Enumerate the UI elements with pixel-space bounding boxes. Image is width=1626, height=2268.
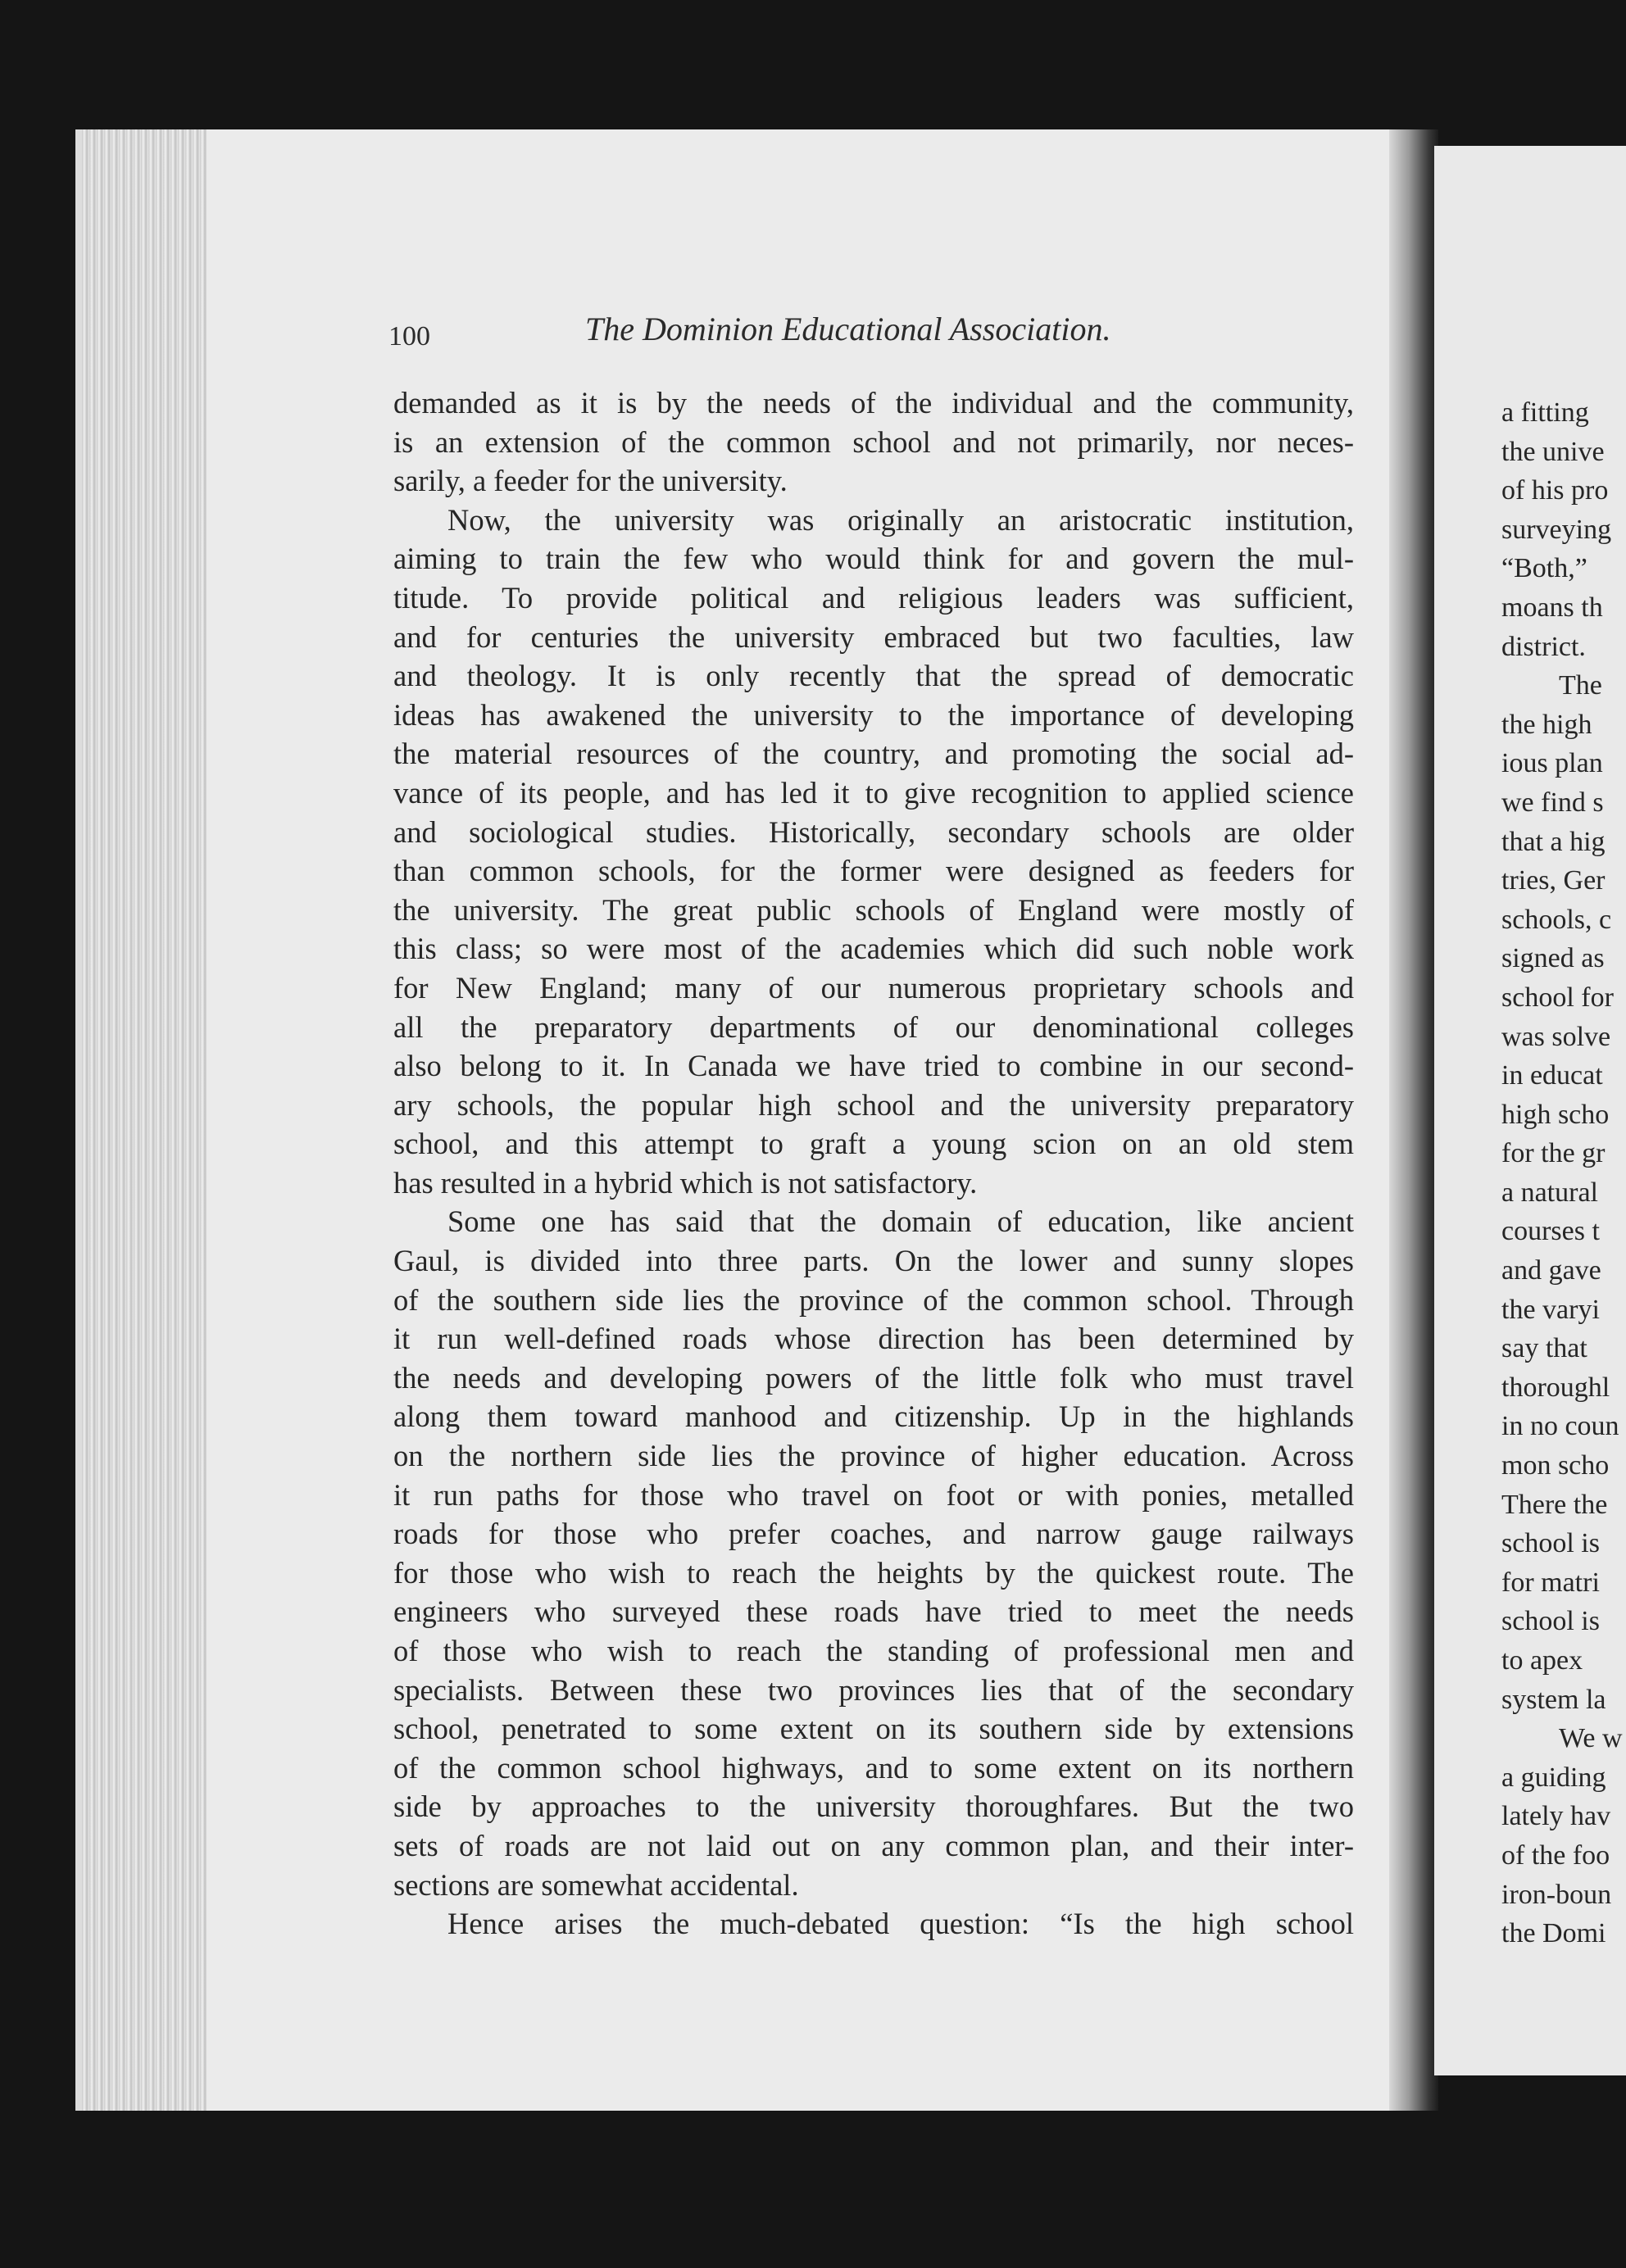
facing-text-line: the Domi <box>1501 1918 1606 1949</box>
text-line: also belong to it. In Canada we have tried to combine in our second- <box>393 1049 1354 1083</box>
text-line: it run well-defined roads whose direction has been determined by <box>393 1322 1354 1356</box>
body-text <box>393 383 1354 1944</box>
facing-text-line: moans th <box>1501 592 1603 623</box>
facing-text-line: high scho <box>1501 1099 1610 1130</box>
text-line: than common schools, for the former were designed as feeders for <box>393 854 1354 888</box>
facing-text-line: school is <box>1501 1528 1600 1559</box>
facing-text-line: a natural <box>1501 1177 1598 1208</box>
text-line: Now, the university was originally an aristocratic institution, <box>447 502 1354 537</box>
facing-text-line: we find s <box>1501 787 1604 818</box>
text-line: aiming to train the few who would think for and govern the mul- <box>393 542 1354 576</box>
facing-text-line: say that <box>1501 1333 1587 1364</box>
text-line: sets of roads are not laid out on any common plan, and their inter- <box>393 1828 1354 1862</box>
facing-text-line: of the foo <box>1501 1839 1610 1871</box>
text-line: of the southern side lies the province of the common school. Through <box>393 1282 1354 1317</box>
text-line: Some one has said that the domain of education, like ancient <box>447 1204 1354 1239</box>
facing-text-line: in no coun <box>1501 1411 1619 1442</box>
text-line: of those who wish to reach the standing of professional men and <box>393 1634 1354 1667</box>
text-line: sarily, a feeder for the university. <box>393 464 788 498</box>
text-line: vance of its people, and has led it to give recognition to applied science <box>393 775 1354 810</box>
text-line: has resulted in a hybrid which is not satisfactory. <box>393 1165 978 1200</box>
facing-text-line: for the gr <box>1501 1138 1606 1169</box>
text-line: Gaul, is divided into three parts. On the lower and sunny slopes <box>393 1244 1354 1278</box>
text-line: demanded as it is by the needs of the individual and the community, <box>393 386 1354 420</box>
text-line: sections are somewhat accidental. <box>393 1867 799 1902</box>
facing-text-line: system la <box>1501 1684 1606 1715</box>
text-line: side by approaches to the university thoroughfares. But the two <box>393 1789 1354 1824</box>
facing-text-line: thoroughl <box>1501 1372 1610 1403</box>
text-line: the university. The great public schools of England were mostly of <box>393 892 1354 927</box>
facing-text-line: courses t <box>1501 1216 1600 1247</box>
text-line: school, penetrated to some extent on its southern side by extensions <box>393 1712 1354 1746</box>
facing-text-line: in educat <box>1501 1060 1603 1091</box>
text-line: is an extension of the common school and not primarily, nor neces- <box>393 424 1354 459</box>
text-line: and for centuries the university embraced but two faculties, law <box>393 619 1354 654</box>
text-line: specialists. Between these two provinces lies that of the secondary <box>393 1672 1354 1707</box>
facing-text-line: iron-boun <box>1501 1879 1612 1910</box>
text-line: the material resources of the country, and promoting the social ad- <box>393 737 1354 771</box>
facing-text-line: lately hav <box>1501 1801 1611 1832</box>
facing-text-line: to apex <box>1501 1645 1583 1676</box>
facing-text-line: surveying <box>1501 514 1612 545</box>
facing-text-line: the unive <box>1501 436 1605 467</box>
facing-text-line: was solve <box>1501 1021 1611 1052</box>
facing-page-text <box>1501 393 1626 1953</box>
facing-text-line: the varyi <box>1501 1294 1600 1325</box>
facing-text-line: signed as <box>1501 943 1605 974</box>
page-edges <box>82 129 213 2111</box>
text-line: the needs and developing powers of the little folk who must travel <box>393 1360 1354 1395</box>
facing-text-line: We w <box>1559 1723 1623 1754</box>
text-line: all the preparatory departments of our denominational colleges <box>393 1009 1354 1044</box>
text-line: it run paths for those who travel on foot or with ponies, metalled <box>393 1477 1354 1512</box>
facing-text-line: that a hig <box>1501 826 1606 857</box>
page-number: 100 <box>388 321 430 352</box>
text-line: ary schools, the popular high school and the university preparatory <box>393 1087 1354 1122</box>
facing-text-line: a fitting <box>1501 397 1589 428</box>
running-title: The Dominion Educational Association. <box>585 311 1111 347</box>
facing-text-line: schools, c <box>1501 904 1612 935</box>
facing-text-line: mon scho <box>1501 1450 1610 1481</box>
text-line: roads for those who prefer coaches, and narrow gauge railways <box>393 1517 1354 1551</box>
text-line: and sociological studies. Historically, secondary schools are older <box>393 814 1354 849</box>
facing-text-line: district. <box>1501 631 1586 662</box>
running-head <box>388 310 1380 359</box>
text-line: school, and this attempt to graft a young scion on an old stem <box>393 1127 1354 1161</box>
text-line: engineers who surveyed these roads have tried to meet the needs <box>393 1594 1354 1629</box>
facing-text-line: for matri <box>1501 1567 1600 1598</box>
text-line: on the northern side lies the province of higher education. Across <box>393 1439 1354 1473</box>
facing-text-line: school is <box>1501 1606 1600 1637</box>
text-line: of the common school highways, and to some extent on its northern <box>393 1750 1354 1785</box>
facing-text-line: tries, Ger <box>1501 865 1606 896</box>
book-gutter <box>1389 129 1438 2111</box>
facing-text-line: of his pro <box>1501 475 1609 506</box>
text-line: ideas has awakened the university to the importance of developing <box>393 697 1354 732</box>
text-line: titude. To provide political and religious leaders was sufficient, <box>393 580 1354 615</box>
text-line: Hence arises the much-debated question: “Is the high school <box>447 1907 1354 1941</box>
text-line: for New England; many of our numerous proprietary schools and <box>393 970 1354 1005</box>
facing-text-line: ious plan <box>1501 748 1603 779</box>
text-line: this class; so were most of the academies which did such noble work <box>393 932 1354 966</box>
facing-text-line: school for <box>1501 982 1614 1013</box>
facing-text-line: and gave <box>1501 1255 1601 1286</box>
facing-text-line: There the <box>1501 1489 1608 1520</box>
text-line: and theology. It is only recently that the spread of democratic <box>393 659 1354 693</box>
facing-text-line: the high <box>1501 709 1592 740</box>
facing-text-line: “Both,” <box>1501 553 1587 584</box>
facing-text-line: a guiding <box>1501 1762 1606 1793</box>
text-line: for those who wish to reach the heights by the quickest route. The <box>393 1555 1354 1590</box>
facing-text-line: The <box>1559 670 1602 701</box>
text-line: along them toward manhood and citizenship. Up in the highlands <box>393 1399 1354 1434</box>
